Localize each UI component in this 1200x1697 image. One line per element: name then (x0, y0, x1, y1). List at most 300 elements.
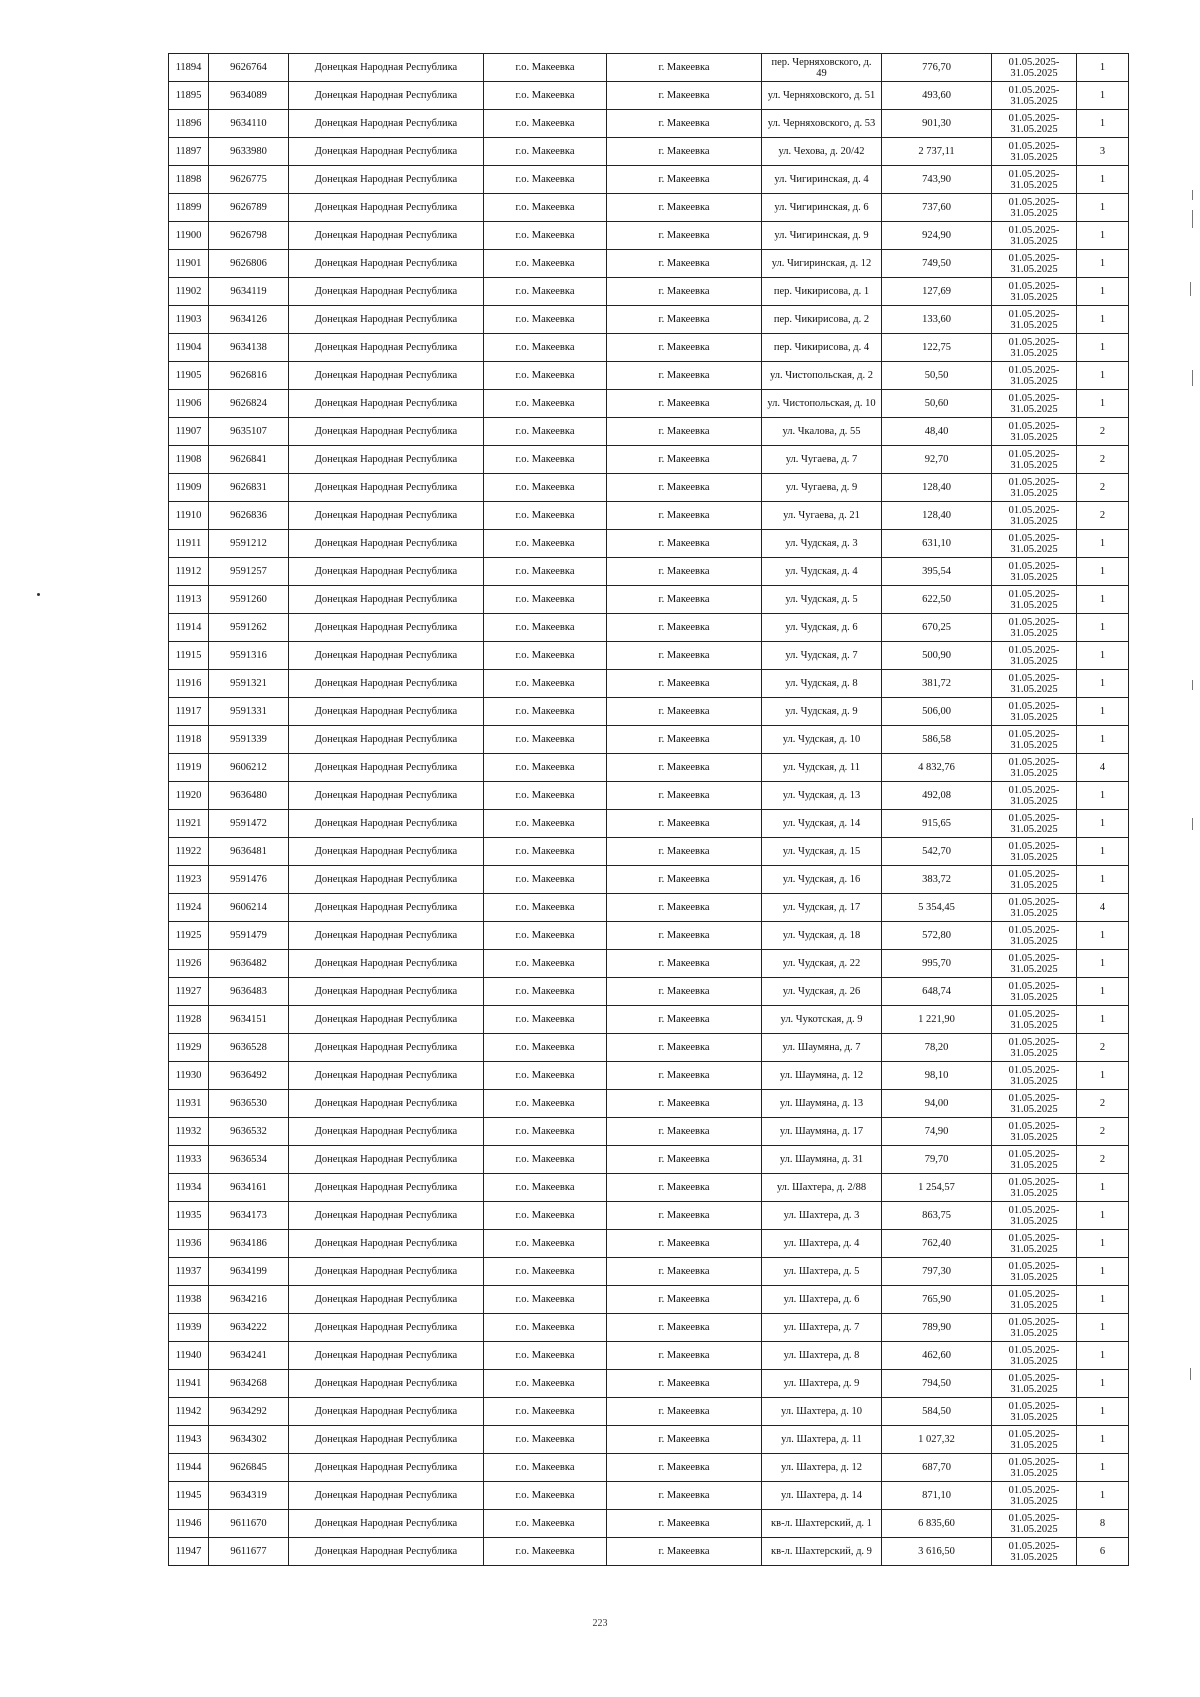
cell-area: 687,70 (882, 1454, 992, 1482)
cell-area: 128,40 (882, 474, 992, 502)
table-row (169, 166, 1129, 194)
cell-city: г. Макеевка (607, 278, 762, 306)
cell-city: г. Макеевка (607, 138, 762, 166)
cell-city: г. Макеевка (607, 1146, 762, 1174)
cell-code: 9636532 (209, 1118, 289, 1146)
margin-mark (1190, 282, 1191, 296)
cell-period: 01.05.2025- 31.05.2025 (992, 1510, 1077, 1538)
cell-count: 1 (1077, 82, 1129, 110)
cell-count: 2 (1077, 418, 1129, 446)
cell-period: 01.05.2025- 31.05.2025 (992, 698, 1077, 726)
cell-area: 122,75 (882, 334, 992, 362)
table-row (169, 1230, 1129, 1258)
cell-city: г. Макеевка (607, 922, 762, 950)
cell-city: г. Макеевка (607, 642, 762, 670)
cell-address: ул. Чудская, д. 13 (762, 782, 882, 810)
cell-code: 9626845 (209, 1454, 289, 1482)
cell-city: г. Макеевка (607, 1118, 762, 1146)
cell-period: 01.05.2025- 31.05.2025 (992, 642, 1077, 670)
cell-address: ул. Чистопольская, д. 2 (762, 362, 882, 390)
cell-number: 11899 (169, 194, 209, 222)
cell-district: г.о. Макеевка (484, 530, 607, 558)
cell-code: 9634186 (209, 1230, 289, 1258)
cell-address: пер. Черняховского, д. 49 (762, 54, 882, 82)
cell-district: г.о. Макеевка (484, 474, 607, 502)
cell-region: Донецкая Народная Республика (289, 194, 484, 222)
cell-number: 11930 (169, 1062, 209, 1090)
cell-number: 11916 (169, 670, 209, 698)
cell-region: Донецкая Народная Республика (289, 1398, 484, 1426)
cell-period: 01.05.2025- 31.05.2025 (992, 670, 1077, 698)
table-row (169, 698, 1129, 726)
cell-number: 11943 (169, 1426, 209, 1454)
cell-period: 01.05.2025- 31.05.2025 (992, 1090, 1077, 1118)
table-row (169, 138, 1129, 166)
cell-code: 9606214 (209, 894, 289, 922)
cell-district: г.о. Макеевка (484, 586, 607, 614)
cell-period: 01.05.2025- 31.05.2025 (992, 194, 1077, 222)
cell-city: г. Макеевка (607, 894, 762, 922)
table-row (169, 586, 1129, 614)
cell-city: г. Макеевка (607, 1342, 762, 1370)
cell-region: Донецкая Народная Республика (289, 166, 484, 194)
cell-address: ул. Шаумяна, д. 31 (762, 1146, 882, 1174)
cell-district: г.о. Макеевка (484, 1286, 607, 1314)
cell-period: 01.05.2025- 31.05.2025 (992, 950, 1077, 978)
cell-code: 9636481 (209, 838, 289, 866)
cell-area: 622,50 (882, 586, 992, 614)
cell-district: г.о. Макеевка (484, 194, 607, 222)
table-row (169, 1062, 1129, 1090)
cell-period: 01.05.2025- 31.05.2025 (992, 1426, 1077, 1454)
cell-address: ул. Шахтера, д. 6 (762, 1286, 882, 1314)
cell-address: ул. Шахтера, д. 2/88 (762, 1174, 882, 1202)
cell-address: ул. Чудская, д. 14 (762, 810, 882, 838)
cell-code: 9591476 (209, 866, 289, 894)
cell-address: ул. Чукотская, д. 9 (762, 1006, 882, 1034)
cell-city: г. Макеевка (607, 1482, 762, 1510)
cell-address: ул. Чудская, д. 6 (762, 614, 882, 642)
table-row (169, 82, 1129, 110)
cell-count: 2 (1077, 446, 1129, 474)
cell-count: 1 (1077, 558, 1129, 586)
cell-code: 9634302 (209, 1426, 289, 1454)
cell-count: 1 (1077, 334, 1129, 362)
cell-region: Донецкая Народная Республика (289, 670, 484, 698)
cell-period: 01.05.2025- 31.05.2025 (992, 922, 1077, 950)
table-row (169, 978, 1129, 1006)
cell-district: г.о. Макеевка (484, 138, 607, 166)
cell-city: г. Макеевка (607, 194, 762, 222)
cell-district: г.о. Макеевка (484, 54, 607, 82)
cell-code: 9634119 (209, 278, 289, 306)
cell-count: 1 (1077, 250, 1129, 278)
margin-mark (1192, 818, 1193, 830)
cell-count: 1 (1077, 1398, 1129, 1426)
page-number: 223 (592, 1618, 608, 1629)
cell-district: г.о. Макеевка (484, 698, 607, 726)
cell-region: Донецкая Народная Республика (289, 866, 484, 894)
cell-address: ул. Шахтера, д. 10 (762, 1398, 882, 1426)
table-row (169, 866, 1129, 894)
cell-region: Донецкая Народная Республика (289, 1286, 484, 1314)
cell-count: 1 (1077, 866, 1129, 894)
cell-address: пер. Чикирисова, д. 4 (762, 334, 882, 362)
cell-district: г.о. Макеевка (484, 446, 607, 474)
table-row (169, 1370, 1129, 1398)
cell-city: г. Макеевка (607, 810, 762, 838)
cell-area: 765,90 (882, 1286, 992, 1314)
cell-period: 01.05.2025- 31.05.2025 (992, 82, 1077, 110)
cell-region: Донецкая Народная Республика (289, 1230, 484, 1258)
cell-number: 11946 (169, 1510, 209, 1538)
cell-number: 11940 (169, 1342, 209, 1370)
cell-area: 98,10 (882, 1062, 992, 1090)
cell-city: г. Макеевка (607, 838, 762, 866)
cell-period: 01.05.2025- 31.05.2025 (992, 166, 1077, 194)
cell-address: ул. Чудская, д. 26 (762, 978, 882, 1006)
cell-region: Донецкая Народная Республика (289, 922, 484, 950)
cell-code: 9634161 (209, 1174, 289, 1202)
cell-city: г. Макеевка (607, 1426, 762, 1454)
cell-area: 3 616,50 (882, 1538, 992, 1566)
cell-code: 9591472 (209, 810, 289, 838)
cell-count: 6 (1077, 1538, 1129, 1566)
cell-code: 9634268 (209, 1370, 289, 1398)
cell-district: г.о. Макеевка (484, 950, 607, 978)
cell-area: 5 354,45 (882, 894, 992, 922)
cell-period: 01.05.2025- 31.05.2025 (992, 1174, 1077, 1202)
cell-region: Донецкая Народная Республика (289, 1454, 484, 1482)
cell-region: Донецкая Народная Республика (289, 446, 484, 474)
table-row (169, 1258, 1129, 1286)
cell-count: 1 (1077, 306, 1129, 334)
cell-address: ул. Чудская, д. 18 (762, 922, 882, 950)
cell-count: 1 (1077, 726, 1129, 754)
cell-address: ул. Шахтера, д. 4 (762, 1230, 882, 1258)
cell-region: Донецкая Народная Республика (289, 54, 484, 82)
cell-region: Донецкая Народная Республика (289, 362, 484, 390)
cell-code: 9626806 (209, 250, 289, 278)
cell-number: 11919 (169, 754, 209, 782)
cell-district: г.о. Макеевка (484, 390, 607, 418)
cell-address: ул. Чкалова, д. 55 (762, 418, 882, 446)
cell-number: 11944 (169, 1454, 209, 1482)
cell-district: г.о. Макеевка (484, 1090, 607, 1118)
cell-address: ул. Чудская, д. 10 (762, 726, 882, 754)
cell-count: 1 (1077, 698, 1129, 726)
cell-area: 492,08 (882, 782, 992, 810)
cell-period: 01.05.2025- 31.05.2025 (992, 446, 1077, 474)
cell-city: г. Макеевка (607, 222, 762, 250)
cell-number: 11896 (169, 110, 209, 138)
table-row (169, 726, 1129, 754)
table-row (169, 334, 1129, 362)
table-row (169, 1510, 1129, 1538)
cell-address: ул. Чигиринская, д. 6 (762, 194, 882, 222)
cell-code: 9634110 (209, 110, 289, 138)
cell-count: 1 (1077, 362, 1129, 390)
margin-mark (1190, 1368, 1191, 1380)
cell-period: 01.05.2025- 31.05.2025 (992, 530, 1077, 558)
cell-district: г.о. Макеевка (484, 754, 607, 782)
cell-region: Донецкая Народная Республика (289, 1174, 484, 1202)
cell-code: 9626798 (209, 222, 289, 250)
cell-district: г.о. Макеевка (484, 838, 607, 866)
cell-area: 1 254,57 (882, 1174, 992, 1202)
cell-address: ул. Шахтера, д. 8 (762, 1342, 882, 1370)
cell-number: 11929 (169, 1034, 209, 1062)
cell-city: г. Макеевка (607, 530, 762, 558)
stray-dot (37, 593, 40, 596)
cell-city: г. Макеевка (607, 390, 762, 418)
cell-address: ул. Черняховского, д. 53 (762, 110, 882, 138)
cell-period: 01.05.2025- 31.05.2025 (992, 558, 1077, 586)
table-row (169, 894, 1129, 922)
cell-city: г. Макеевка (607, 1230, 762, 1258)
cell-address: ул. Чигиринская, д. 9 (762, 222, 882, 250)
cell-region: Донецкая Народная Республика (289, 698, 484, 726)
cell-count: 1 (1077, 922, 1129, 950)
cell-count: 1 (1077, 1258, 1129, 1286)
cell-period: 01.05.2025- 31.05.2025 (992, 782, 1077, 810)
cell-address: ул. Чудская, д. 22 (762, 950, 882, 978)
cell-district: г.о. Макеевка (484, 1062, 607, 1090)
cell-area: 395,54 (882, 558, 992, 586)
cell-district: г.о. Макеевка (484, 334, 607, 362)
cell-region: Донецкая Народная Республика (289, 502, 484, 530)
table-row (169, 1090, 1129, 1118)
table-row (169, 1426, 1129, 1454)
table-row (169, 1454, 1129, 1482)
cell-period: 01.05.2025- 31.05.2025 (992, 306, 1077, 334)
table-row (169, 810, 1129, 838)
cell-area: 743,90 (882, 166, 992, 194)
cell-period: 01.05.2025- 31.05.2025 (992, 1202, 1077, 1230)
cell-city: г. Макеевка (607, 1090, 762, 1118)
cell-district: г.о. Макеевка (484, 1370, 607, 1398)
cell-region: Донецкая Народная Республика (289, 1426, 484, 1454)
cell-region: Донецкая Народная Республика (289, 82, 484, 110)
cell-area: 586,58 (882, 726, 992, 754)
cell-code: 9634319 (209, 1482, 289, 1510)
cell-period: 01.05.2025- 31.05.2025 (992, 1454, 1077, 1482)
table-row (169, 1482, 1129, 1510)
cell-area: 48,40 (882, 418, 992, 446)
table-row (169, 446, 1129, 474)
margin-mark (1192, 190, 1193, 200)
table-row (169, 614, 1129, 642)
cell-region: Донецкая Народная Республика (289, 1538, 484, 1566)
cell-city: г. Макеевка (607, 1454, 762, 1482)
cell-area: 92,70 (882, 446, 992, 474)
cell-number: 11936 (169, 1230, 209, 1258)
cell-area: 794,50 (882, 1370, 992, 1398)
cell-count: 2 (1077, 1034, 1129, 1062)
cell-district: г.о. Макеевка (484, 1510, 607, 1538)
margin-mark (1192, 370, 1193, 386)
cell-city: г. Макеевка (607, 166, 762, 194)
cell-district: г.о. Макеевка (484, 1118, 607, 1146)
cell-code: 9591257 (209, 558, 289, 586)
cell-region: Донецкая Народная Республика (289, 726, 484, 754)
cell-count: 1 (1077, 670, 1129, 698)
cell-region: Донецкая Народная Республика (289, 642, 484, 670)
cell-district: г.о. Макеевка (484, 1006, 607, 1034)
cell-count: 2 (1077, 502, 1129, 530)
table-row (169, 1034, 1129, 1062)
cell-period: 01.05.2025- 31.05.2025 (992, 222, 1077, 250)
cell-number: 11904 (169, 334, 209, 362)
cell-period: 01.05.2025- 31.05.2025 (992, 1342, 1077, 1370)
cell-address: ул. Шаумяна, д. 7 (762, 1034, 882, 1062)
cell-district: г.о. Макеевка (484, 922, 607, 950)
table-row (169, 754, 1129, 782)
cell-period: 01.05.2025- 31.05.2025 (992, 1258, 1077, 1286)
cell-period: 01.05.2025- 31.05.2025 (992, 502, 1077, 530)
cell-code: 9634222 (209, 1314, 289, 1342)
margin-mark (1192, 680, 1193, 690)
cell-region: Донецкая Народная Республика (289, 474, 484, 502)
cell-city: г. Макеевка (607, 446, 762, 474)
cell-region: Донецкая Народная Республика (289, 782, 484, 810)
cell-region: Донецкая Народная Республика (289, 418, 484, 446)
cell-count: 1 (1077, 950, 1129, 978)
cell-number: 11895 (169, 82, 209, 110)
cell-region: Донецкая Народная Республика (289, 1314, 484, 1342)
cell-region: Донецкая Народная Республика (289, 1118, 484, 1146)
cell-number: 11939 (169, 1314, 209, 1342)
cell-address: ул. Черняховского, д. 51 (762, 82, 882, 110)
cell-code: 9634173 (209, 1202, 289, 1230)
cell-number: 11918 (169, 726, 209, 754)
cell-period: 01.05.2025- 31.05.2025 (992, 362, 1077, 390)
cell-area: 542,70 (882, 838, 992, 866)
cell-period: 01.05.2025- 31.05.2025 (992, 614, 1077, 642)
cell-address: ул. Шахтера, д. 7 (762, 1314, 882, 1342)
cell-area: 6 835,60 (882, 1510, 992, 1538)
cell-number: 11903 (169, 306, 209, 334)
table-row (169, 670, 1129, 698)
cell-region: Донецкая Народная Республика (289, 110, 484, 138)
cell-count: 2 (1077, 1146, 1129, 1174)
cell-code: 9636530 (209, 1090, 289, 1118)
cell-area: 383,72 (882, 866, 992, 894)
cell-address: ул. Чудская, д. 7 (762, 642, 882, 670)
cell-region: Донецкая Народная Республика (289, 278, 484, 306)
cell-area: 128,40 (882, 502, 992, 530)
cell-city: г. Макеевка (607, 1314, 762, 1342)
cell-district: г.о. Макеевка (484, 362, 607, 390)
cell-code: 9626831 (209, 474, 289, 502)
cell-count: 1 (1077, 166, 1129, 194)
cell-number: 11901 (169, 250, 209, 278)
cell-period: 01.05.2025- 31.05.2025 (992, 1006, 1077, 1034)
cell-area: 462,60 (882, 1342, 992, 1370)
cell-code: 9626841 (209, 446, 289, 474)
cell-area: 631,10 (882, 530, 992, 558)
cell-number: 11917 (169, 698, 209, 726)
cell-address: ул. Чудская, д. 16 (762, 866, 882, 894)
cell-count: 1 (1077, 1426, 1129, 1454)
table-row (169, 838, 1129, 866)
cell-number: 11907 (169, 418, 209, 446)
cell-region: Донецкая Народная Республика (289, 614, 484, 642)
cell-region: Донецкая Народная Республика (289, 530, 484, 558)
cell-district: г.о. Макеевка (484, 1398, 607, 1426)
cell-number: 11922 (169, 838, 209, 866)
table-row (169, 1118, 1129, 1146)
cell-count: 1 (1077, 54, 1129, 82)
cell-region: Донецкая Народная Республика (289, 334, 484, 362)
cell-count: 1 (1077, 390, 1129, 418)
cell-number: 11921 (169, 810, 209, 838)
cell-area: 500,90 (882, 642, 992, 670)
cell-number: 11924 (169, 894, 209, 922)
table-row (169, 222, 1129, 250)
cell-region: Донецкая Народная Республика (289, 390, 484, 418)
cell-count: 1 (1077, 110, 1129, 138)
cell-region: Донецкая Народная Республика (289, 138, 484, 166)
cell-number: 11898 (169, 166, 209, 194)
cell-code: 9634126 (209, 306, 289, 334)
cell-region: Донецкая Народная Республика (289, 754, 484, 782)
cell-city: г. Макеевка (607, 950, 762, 978)
cell-period: 01.05.2025- 31.05.2025 (992, 54, 1077, 82)
cell-area: 776,70 (882, 54, 992, 82)
cell-address: ул. Шаумяна, д. 13 (762, 1090, 882, 1118)
cell-period: 01.05.2025- 31.05.2025 (992, 1062, 1077, 1090)
table-row (169, 1146, 1129, 1174)
cell-district: г.о. Макеевка (484, 1174, 607, 1202)
cell-period: 01.05.2025- 31.05.2025 (992, 1034, 1077, 1062)
cell-code: 9591262 (209, 614, 289, 642)
cell-district: г.о. Макеевка (484, 978, 607, 1006)
cell-area: 797,30 (882, 1258, 992, 1286)
table-row (169, 1342, 1129, 1370)
cell-city: г. Макеевка (607, 670, 762, 698)
cell-number: 11900 (169, 222, 209, 250)
cell-period: 01.05.2025- 31.05.2025 (992, 138, 1077, 166)
table-row (169, 782, 1129, 810)
cell-address: ул. Шахтера, д. 11 (762, 1426, 882, 1454)
cell-code: 9634241 (209, 1342, 289, 1370)
registry-table (168, 53, 1129, 1566)
table-row (169, 1314, 1129, 1342)
cell-number: 11914 (169, 614, 209, 642)
cell-count: 1 (1077, 1342, 1129, 1370)
cell-number: 11933 (169, 1146, 209, 1174)
cell-city: г. Макеевка (607, 614, 762, 642)
cell-code: 9634199 (209, 1258, 289, 1286)
cell-code: 9591212 (209, 530, 289, 558)
cell-address: кв-л. Шахтерский, д. 1 (762, 1510, 882, 1538)
cell-district: г.о. Макеевка (484, 614, 607, 642)
cell-period: 01.05.2025- 31.05.2025 (992, 838, 1077, 866)
cell-code: 9591321 (209, 670, 289, 698)
cell-number: 11911 (169, 530, 209, 558)
cell-region: Донецкая Народная Республика (289, 810, 484, 838)
cell-period: 01.05.2025- 31.05.2025 (992, 278, 1077, 306)
cell-code: 9636492 (209, 1062, 289, 1090)
cell-period: 01.05.2025- 31.05.2025 (992, 754, 1077, 782)
cell-district: г.о. Макеевка (484, 1314, 607, 1342)
table-row (169, 390, 1129, 418)
cell-region: Донецкая Народная Республика (289, 222, 484, 250)
table-row (169, 474, 1129, 502)
cell-code: 9591339 (209, 726, 289, 754)
cell-number: 11923 (169, 866, 209, 894)
